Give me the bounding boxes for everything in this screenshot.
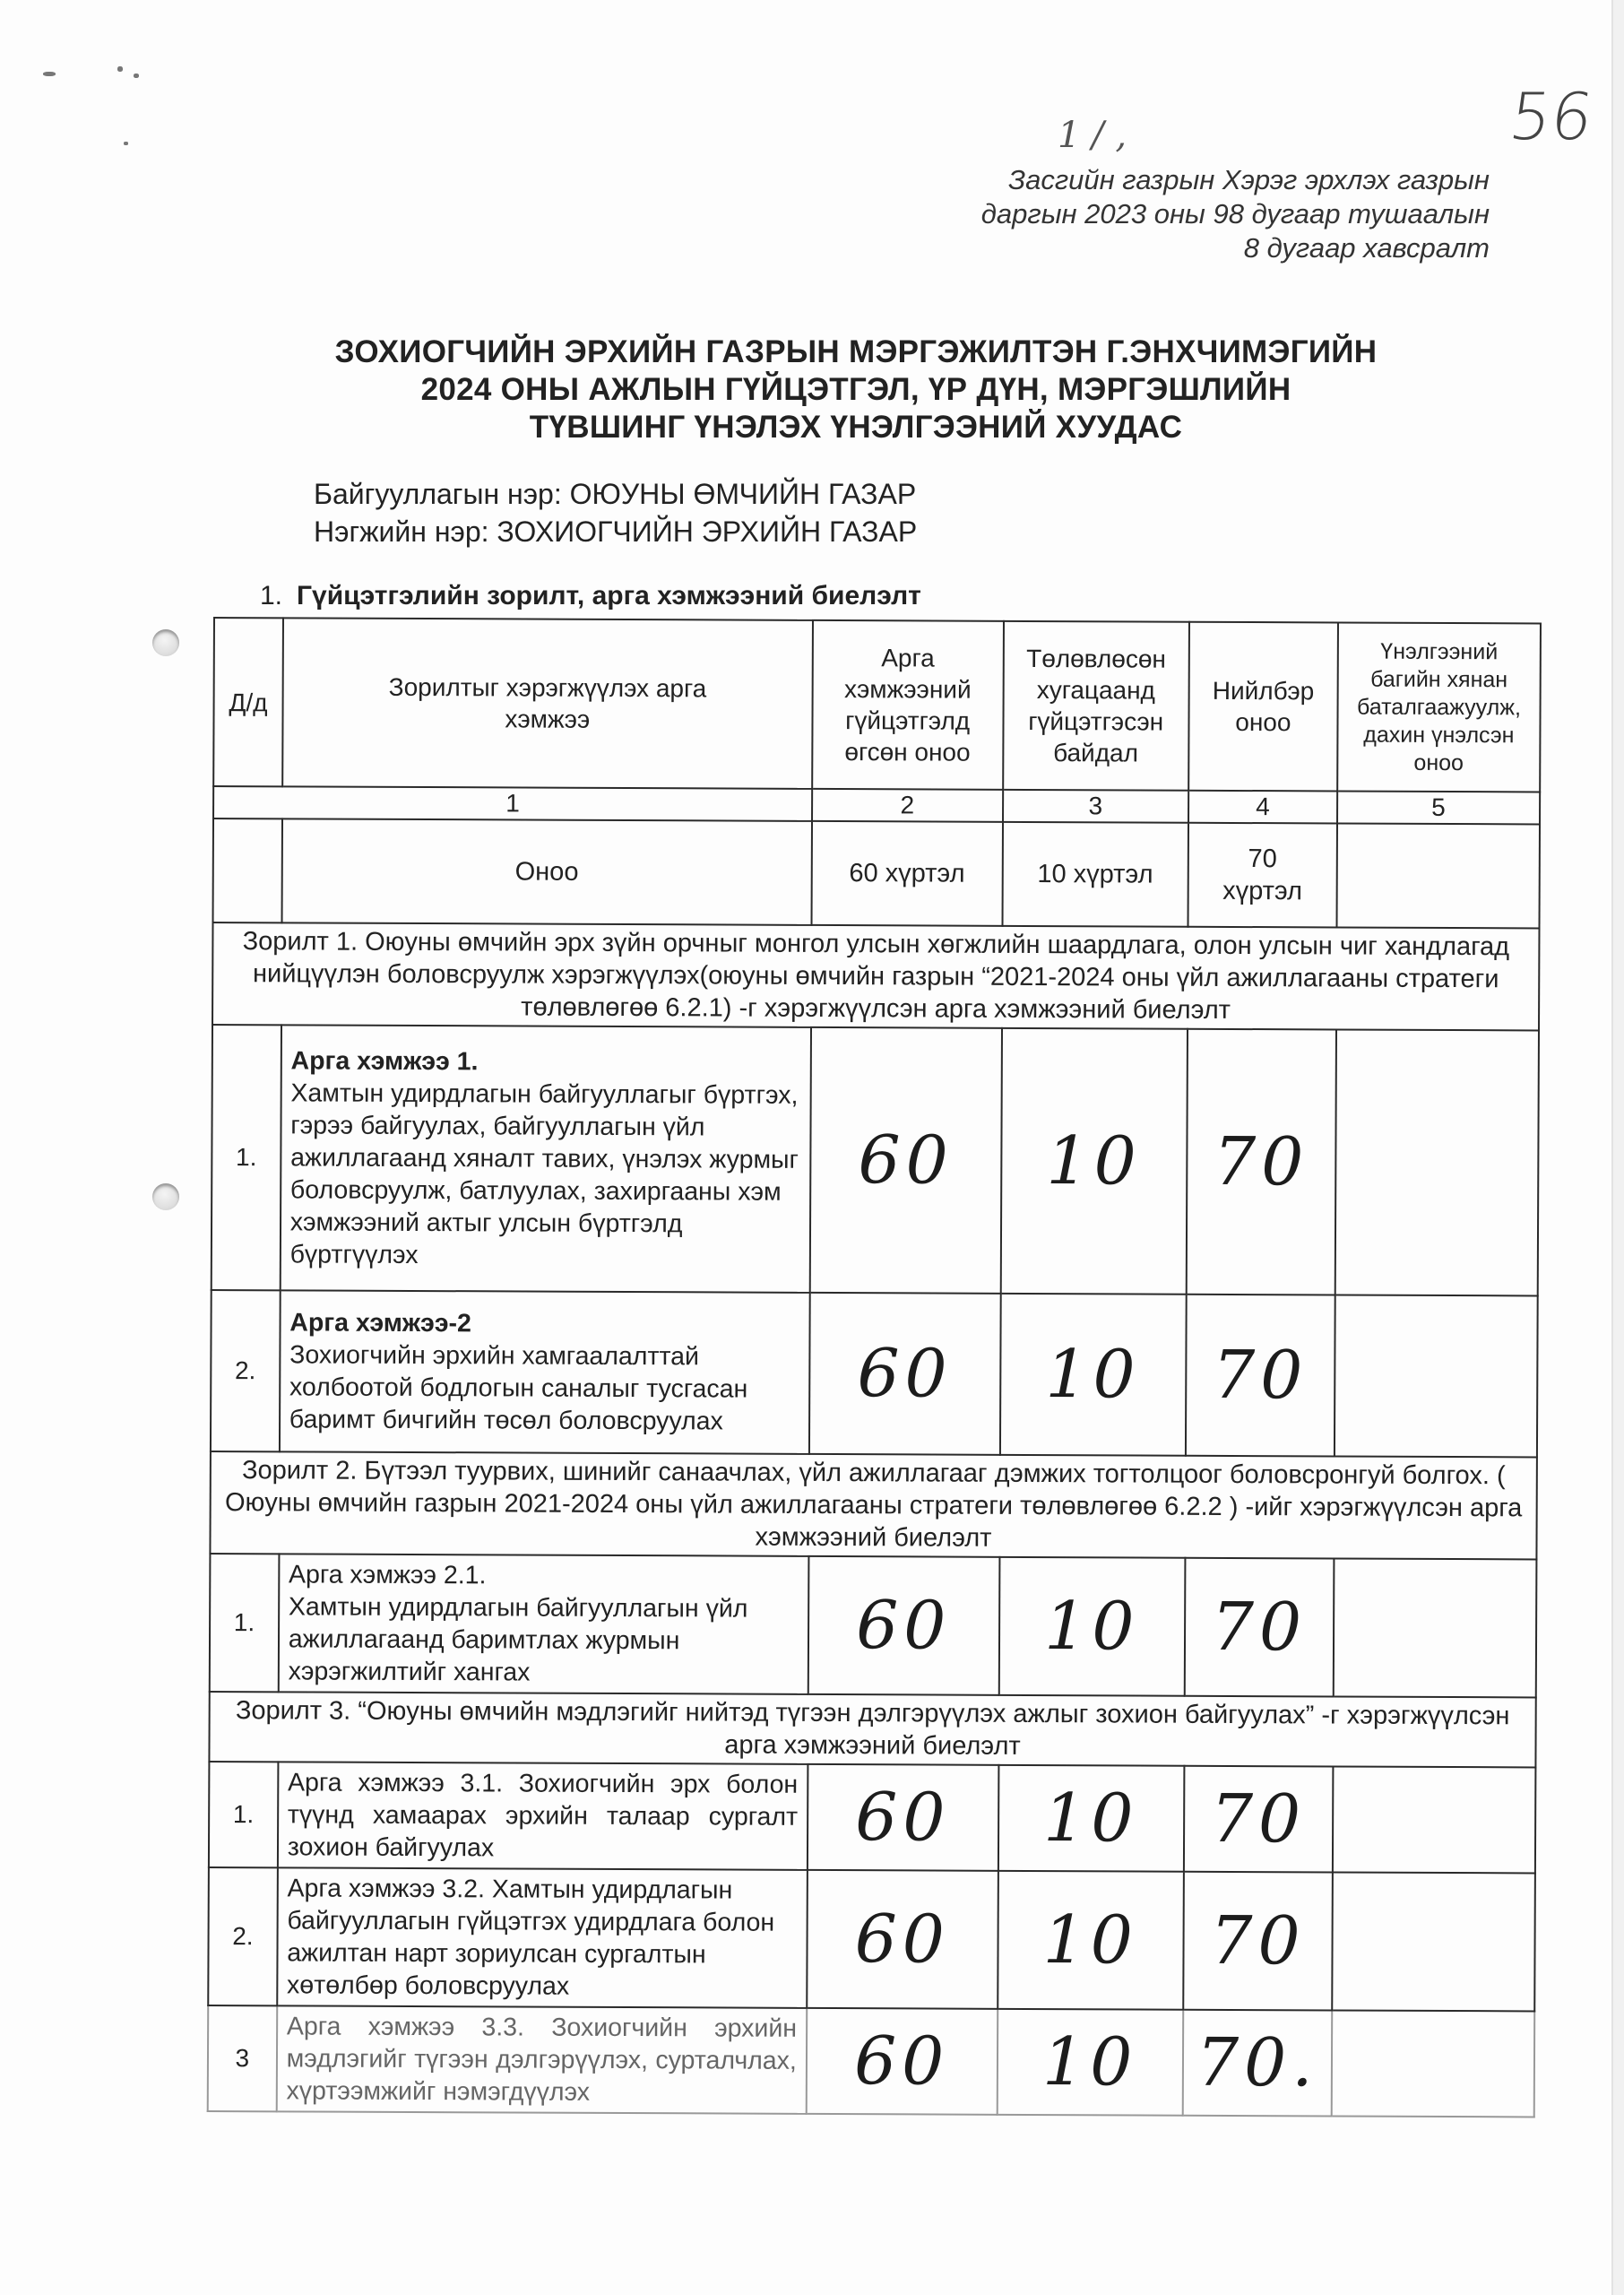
title-line: ЗОХИОГЧИЙН ЭРХИЙН ГАЗРЫН МЭРГЭЖИЛТЭН Г.ЭНХЧИМЭГИЙН [334, 334, 1378, 369]
measure-text: Хамтын удирдлагын байгууллагын үйл ажиллагаанд баримтлах журмын хэрэгжилтийг хангах [288, 1592, 748, 1687]
annex-line: даргын 2023 оны 98 дугаар тушаалын [980, 198, 1490, 230]
column-number: 2 [812, 789, 1003, 822]
score-given-cell[interactable]: 60 [808, 1764, 998, 1871]
header-measure: Зорилтыг хэрэгжүүлэх арга хэмжээ [282, 618, 813, 789]
header-index: Д/д [213, 618, 283, 786]
measure-description [280, 1290, 810, 1454]
review-cell[interactable] [1332, 1872, 1535, 2011]
limits-total: 70 хүртэл [1188, 823, 1336, 928]
organization-info [314, 475, 917, 550]
measure-description [277, 1867, 808, 2008]
annex-line: 8 дугаар хавсралт [1243, 232, 1490, 264]
section-number: 1. [260, 581, 283, 611]
unit-value: ЗОХИОГЧИЙН ЭРХИЙН ГАЗАР [497, 515, 918, 548]
evaluation-table [207, 617, 1542, 2117]
scan-speck [43, 72, 56, 76]
measure-index: 1. [209, 1762, 278, 1867]
score-given-cell[interactable]: 60 [809, 1293, 1000, 1455]
measure-row [212, 1025, 1539, 1295]
measure-text: Зохиогчийн эрхийн мэдлэгийг түгээн дэлгэрүүлэх, сурталчлах, хүртээмжийг нэмэгдүүлэх [286, 2013, 798, 2107]
measure-description [278, 1762, 808, 1870]
on-time-cell[interactable]: 10 [998, 1765, 1184, 1872]
score-given-cell[interactable]: 60 [807, 2008, 998, 2115]
header-review: Үнэлгээний багийн хянан баталгаажуулж, дахин үнэлсэн оноо [1337, 622, 1541, 792]
measure-lead: Арга хэмжээ 1. [290, 1046, 479, 1077]
section-title: Гүйцэтгэлийн зорилт, арга хэмжээний биелэлт [297, 581, 921, 611]
header-total: Нийлбэр оноо [1188, 622, 1338, 792]
review-cell[interactable] [1335, 1029, 1539, 1295]
score-given-cell[interactable]: 60 [807, 1870, 998, 2009]
on-time-cell[interactable]: 10 [998, 1557, 1185, 1696]
column-number: 3 [1003, 790, 1189, 823]
measure-index: 2. [208, 1867, 277, 2005]
punch-hole-icon [152, 1183, 179, 1210]
measure-description [279, 1554, 809, 1694]
limits-score-given: 60 хүртэл [811, 821, 1002, 926]
unit-row [314, 513, 917, 550]
organization-row [314, 475, 917, 513]
handwritten-mark: 1 / , [1058, 115, 1127, 156]
measure-lead: Арга хэмжээ 3.3. [286, 2012, 525, 2042]
score-given-cell[interactable]: 60 [810, 1027, 1002, 1294]
on-time-cell[interactable]: 10 [999, 1294, 1186, 1456]
measure-lead: Арга хэмжээ 3.1. [287, 1768, 504, 1798]
column-number: 5 [1337, 791, 1540, 824]
score-limits-row [213, 818, 1540, 928]
column-number: 1 [213, 786, 812, 821]
measure-index: 2. [211, 1290, 281, 1451]
table-header-row [213, 618, 1541, 792]
measure-text: Зохиогчийн эрх болон түүнд хамаарах эрхийн талаар сургалт зохион байгуулах [287, 1769, 799, 1863]
organization-label: Байгууллагын нэр: [314, 478, 562, 510]
measure-index: 3 [208, 2005, 277, 2111]
measure-row [211, 1290, 1538, 1457]
total-cell[interactable]: 70 [1187, 1029, 1336, 1295]
header-score-given: Арга хэмжээний гүйцэтгэлд өгсөн оноо [812, 620, 1003, 790]
measure-text: Зохиогчийн эрхийн хамгаалалттай холбоотой бодлогын саналыг тусгасан баримт бичгийн төсөл боловсруулах [289, 1340, 748, 1436]
title-line: ТҮВШИНГ ҮНЭЛЭХ ҮНЭЛГЭЭНИЙ ХУУДАС [529, 410, 1183, 445]
measure-index: 1. [212, 1025, 281, 1290]
title-line: 2024 ОНЫ АЖЛЫН ГҮЙЦЭТГЭЛ, ҮР ДҮН, МЭРГЭШЛИЙН [420, 372, 1291, 407]
measure-lead: Арга хэмжээ-2 [289, 1308, 471, 1338]
annex-reference [981, 163, 1490, 265]
goal-row [210, 1451, 1536, 1559]
on-time-cell[interactable]: 10 [998, 1871, 1184, 2010]
measure-row [208, 1867, 1535, 2011]
measure-description [276, 2005, 807, 2114]
measure-lead: Арга хэмжээ 2.1. [289, 1560, 487, 1590]
limits-review [1336, 823, 1540, 928]
column-number: 4 [1188, 791, 1337, 824]
scan-page-edge [1611, 0, 1624, 2295]
handwritten-page-number: 56 [1505, 79, 1598, 154]
scan-speck [124, 142, 128, 145]
measure-row [209, 1762, 1536, 1873]
goal-row [212, 922, 1539, 1030]
scan-speck [117, 66, 123, 72]
total-cell[interactable]: 70 [1184, 1766, 1333, 1873]
measure-text: Хамтын удирдлагын байгууллагыг бүртгэх, гэрээ байгуулах, байгууллагын үйл ажиллагаанд хяналт тавих, үнэлэх журмыг боловсруулж, батлуулах, захиргааны хэм хэмжээний актыг улсын бүртгэлд бүртгүүлэх [289, 1078, 799, 1270]
document-title [296, 333, 1416, 446]
on-time-cell[interactable]: 10 [997, 2009, 1183, 2116]
total-cell[interactable]: 70 [1183, 1872, 1333, 2011]
measure-index: 1. [210, 1554, 279, 1692]
header-on-time: Төлөвлөсөн хугацаанд гүйцэтгэсэн байдал [1003, 621, 1189, 791]
review-cell[interactable] [1335, 1295, 1538, 1457]
review-cell[interactable] [1334, 1558, 1537, 1697]
on-time-cell[interactable]: 10 [1000, 1028, 1188, 1295]
limits-index-cell [213, 818, 282, 922]
annex-line: Засгийн газрын Хэрэг эрхлэх газрын [1008, 164, 1490, 195]
total-cell[interactable]: 70 [1185, 1558, 1335, 1697]
section-heading [260, 581, 921, 611]
total-cell[interactable]: 70. [1183, 2010, 1332, 2117]
limits-on-time: 10 хүртэл [1002, 822, 1188, 927]
measure-text: Хамтын удирдлагын байгууллагын гүйцэтгэх удирдлага болон ажилтан нарт зориулсан сургалтын хөтөлбөр боловсруулах [287, 1875, 775, 2001]
total-cell[interactable]: 70 [1186, 1295, 1335, 1457]
scan-speck [134, 74, 139, 78]
measure-description [280, 1025, 810, 1293]
organization-value: ОЮУНЫ ӨМЧИЙН ГАЗАР [569, 478, 917, 510]
measure-lead: Арга хэмжээ 3.2. [287, 1874, 486, 1904]
score-given-cell[interactable]: 60 [808, 1556, 999, 1695]
goal-title: Зорилт 2. Бүтээл туурвих, шинийг санаачлах, үйл ажиллагааг дэмжих тогтолцоог боловсронгуй болгох. ( Оюуны өмчийн газрын 2021-2024 оны үйл ажиллагааны стратеги төлөвлөгөө 6.2.2 ) -ийг хэрэгжүүлсэн арга хэмжээний биелэлт [210, 1451, 1536, 1559]
measure-row [210, 1554, 1537, 1697]
limits-label: Оноо [281, 818, 812, 925]
measure-row [208, 2005, 1535, 2117]
punch-hole-icon [152, 629, 179, 656]
goal-row [209, 1692, 1535, 1767]
goal-title: Зорилт 1. Оюуны өмчийн эрх зүйн орчныг монгол улсын хөгжлийн шаардлага, олон улсын чиг хандлагад нийцүүлэн боловсруулж хэрэгжүүлэх(оюуны өмчийн газрын “2021-2024 оны үйл ажиллагааны стратеги төлөвлөгөө 6.2.1) -г хэрэгжүүлсэн арга хэмжээний биелэлт [212, 922, 1539, 1030]
goal-title: Зорилт 3. “Оюуны өмчийн мэдлэгийг нийтэд түгээн дэлгэрүүлэх ажлыг зохион байгуулах” -г хэрэгжүүлсэн арга хэмжээний биелэлт [209, 1692, 1535, 1767]
review-cell[interactable] [1333, 1766, 1536, 1873]
review-cell[interactable] [1332, 2010, 1535, 2117]
unit-label: Нэгжийн нэр: [314, 515, 489, 548]
